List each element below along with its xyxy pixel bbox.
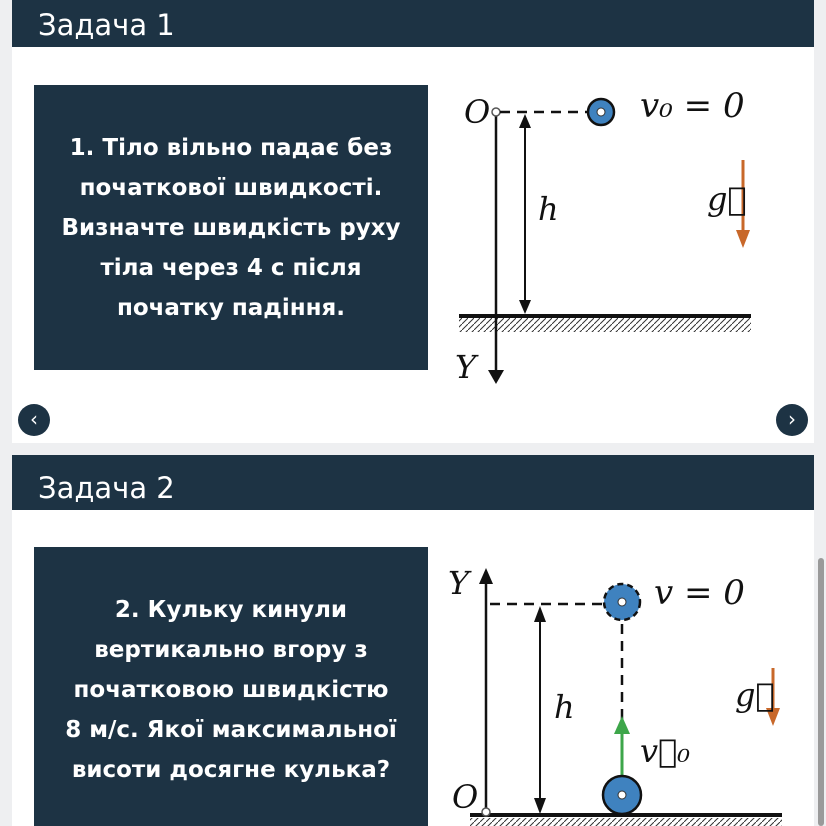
task2-text-line: висоти досягне кулька? xyxy=(71,757,391,783)
origin-label: O xyxy=(452,778,479,816)
prev-button[interactable]: ‹ xyxy=(18,404,50,436)
height-label: h xyxy=(538,190,559,228)
origin-point xyxy=(482,808,490,816)
task1-text-line: початку падіння. xyxy=(116,294,346,321)
task1-text-line: Визначте швидкість руху xyxy=(61,214,401,241)
height-arrow-top xyxy=(534,606,546,622)
next-button[interactable]: › xyxy=(776,404,808,436)
ground-hatch xyxy=(470,818,782,826)
task2-text-line: 8 м/с. Якої максимальної xyxy=(65,717,397,743)
height-label: h xyxy=(554,688,575,726)
ball-top-center xyxy=(618,598,626,606)
top-velocity-label: v = 0 xyxy=(654,573,745,613)
ball-bottom-center xyxy=(618,791,626,799)
axis-label: Y xyxy=(448,564,470,602)
task2-title: Задача 2 xyxy=(38,471,175,505)
task1-text-line: 1. Тіло вільно падає без xyxy=(69,134,393,161)
scrollbar[interactable] xyxy=(818,558,824,826)
gravity-label: g⃗ xyxy=(707,180,747,218)
velocity-arrowhead xyxy=(614,716,630,734)
task1-title: Задача 1 xyxy=(38,8,175,42)
y-axis-arrowhead xyxy=(479,568,493,584)
velocity-label: v₀ = 0 xyxy=(640,86,745,126)
height-arrow-bottom xyxy=(534,798,546,814)
task2-text-line: вертикально вгору з xyxy=(94,637,368,663)
origin-label: O xyxy=(464,93,491,131)
task1-text-line: початкової швидкості. xyxy=(79,174,383,201)
initial-velocity-label: v⃗₀ xyxy=(640,732,691,770)
task1-text-line: тіла через 4 с після xyxy=(100,254,362,281)
task2-text-line: 2. Кульку кинули xyxy=(114,597,348,623)
axis-label: Y xyxy=(455,348,477,386)
task2-text-line: початковою швидкістю xyxy=(73,677,389,703)
gravity-label: g⃗ xyxy=(735,676,775,714)
